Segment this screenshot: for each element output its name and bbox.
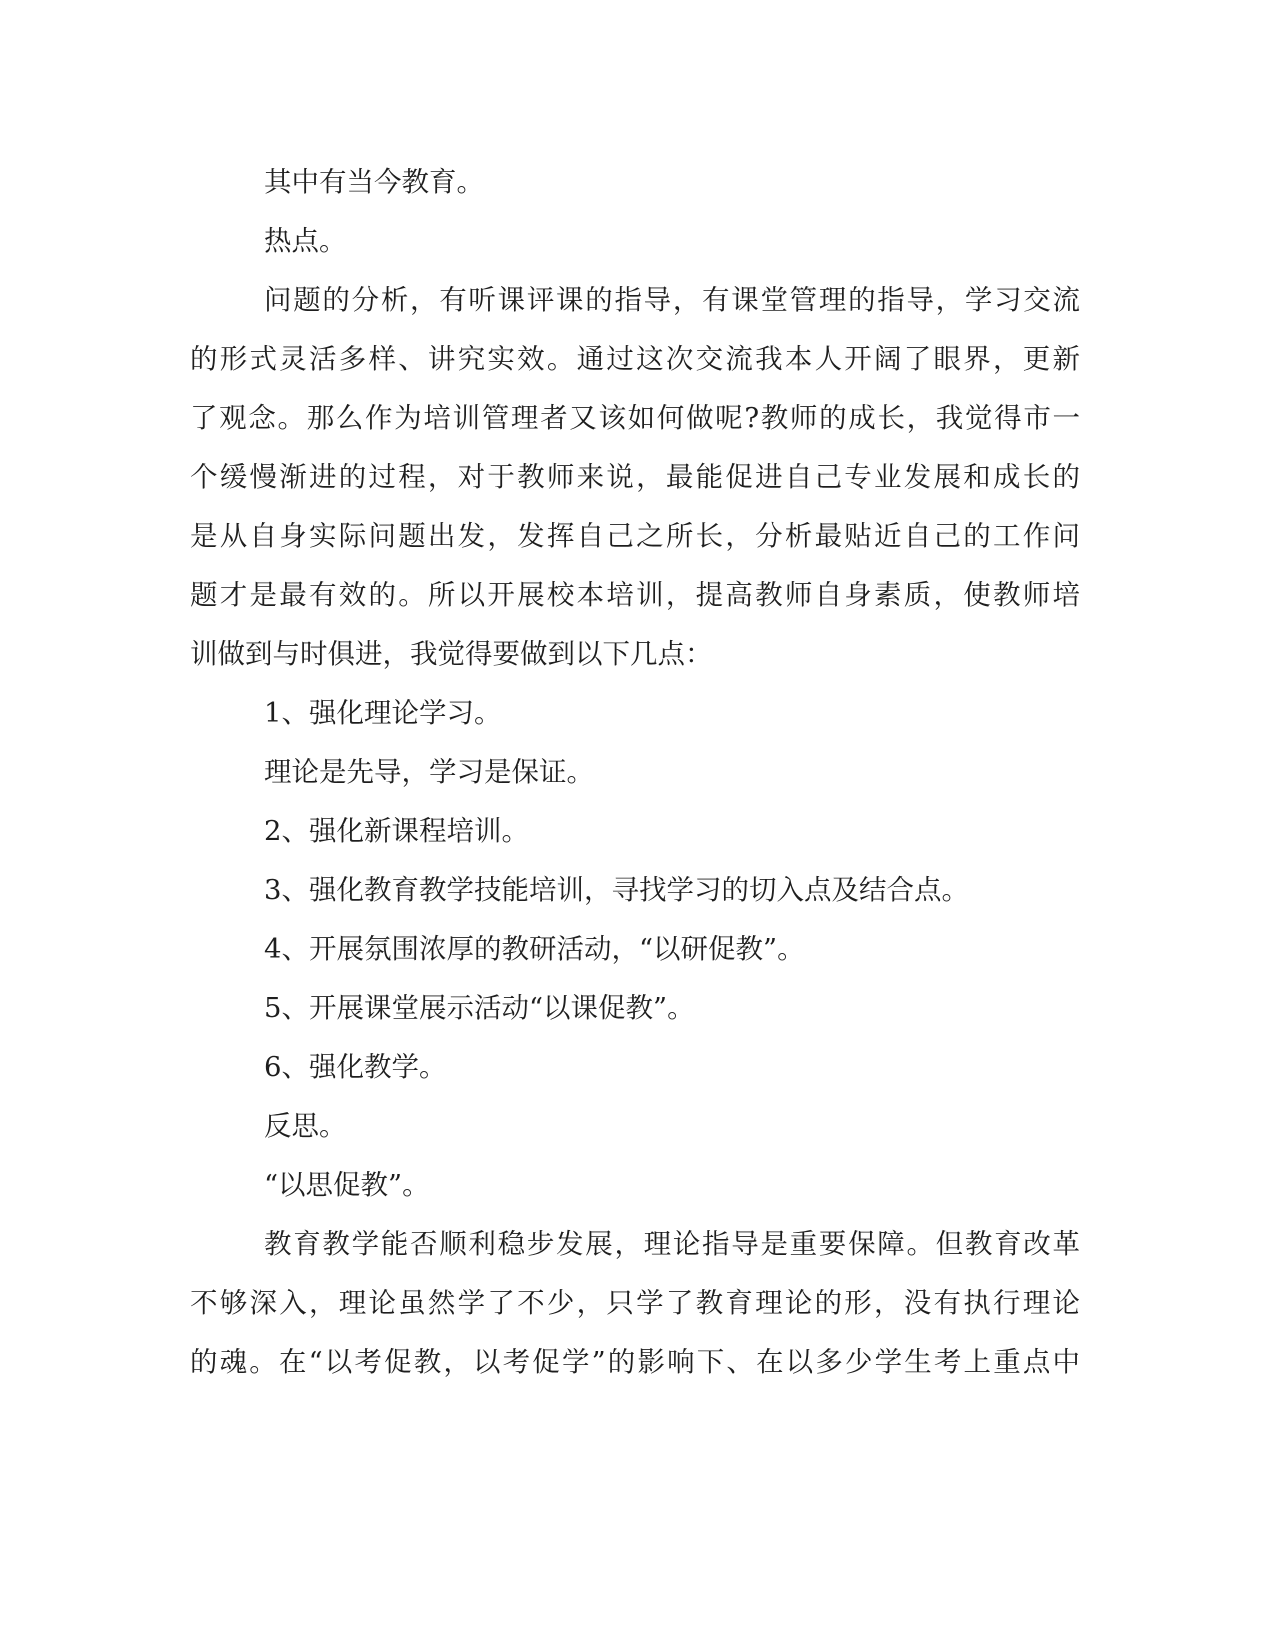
- paragraph-first-line: 教育教学能否顺利稳步发展，理论指导是重要保障。但教育改革: [264, 1228, 1080, 1260]
- text-line: 个缓慢渐进的过程，对于教师来说，最能促进自己专业发展和成长的: [190, 461, 1080, 493]
- text-line: 理论是先导，学习是保证。: [264, 756, 594, 788]
- text-line: 了观念。那么作为培训管理者又该如何做呢?教师的成长，我觉得市一: [190, 402, 1080, 434]
- text-line: 的形式灵活多样、讲究实效。通过这次交流我本人开阔了眼界，更新: [190, 343, 1080, 375]
- text-line: “以思促教”。: [264, 1169, 430, 1201]
- paragraph-first-line: 问题的分析，有听课评课的指导，有课堂管理的指导，学习交流: [264, 284, 1080, 316]
- list-item: 6、强化教学。: [264, 1051, 447, 1083]
- list-item: 4、开展氛围浓厚的教研活动，“以研促教”。: [264, 933, 805, 965]
- text-line: 是从自身实际问题出发，发挥自己之所长，分析最贴近自己的工作问: [190, 520, 1080, 552]
- list-item: 5、开展课堂展示活动“以课促教”。: [264, 992, 695, 1024]
- text-line: 不够深入，理论虽然学了不少，只学了教育理论的形，没有执行理论: [190, 1287, 1080, 1319]
- text-line: 题才是最有效的。所以开展校本培训，提高教师自身素质，使教师培: [190, 579, 1080, 611]
- list-item: 1、强化理论学习。: [264, 697, 502, 729]
- text-line: 热点。: [264, 225, 347, 257]
- text-line: 的魂。在“以考促教，以考促学”的影响下、在以多少学生考上重点中: [190, 1346, 1080, 1378]
- text-line: 训做到与时俱进，我觉得要做到以下几点：: [190, 638, 713, 670]
- list-item: 3、强化教育教学技能培训，寻找学习的切入点及结合点。: [264, 874, 969, 906]
- list-item: 2、强化新课程培训。: [264, 815, 529, 847]
- text-line: 反思。: [264, 1110, 347, 1142]
- text-line: 其中有当今教育。: [264, 166, 484, 198]
